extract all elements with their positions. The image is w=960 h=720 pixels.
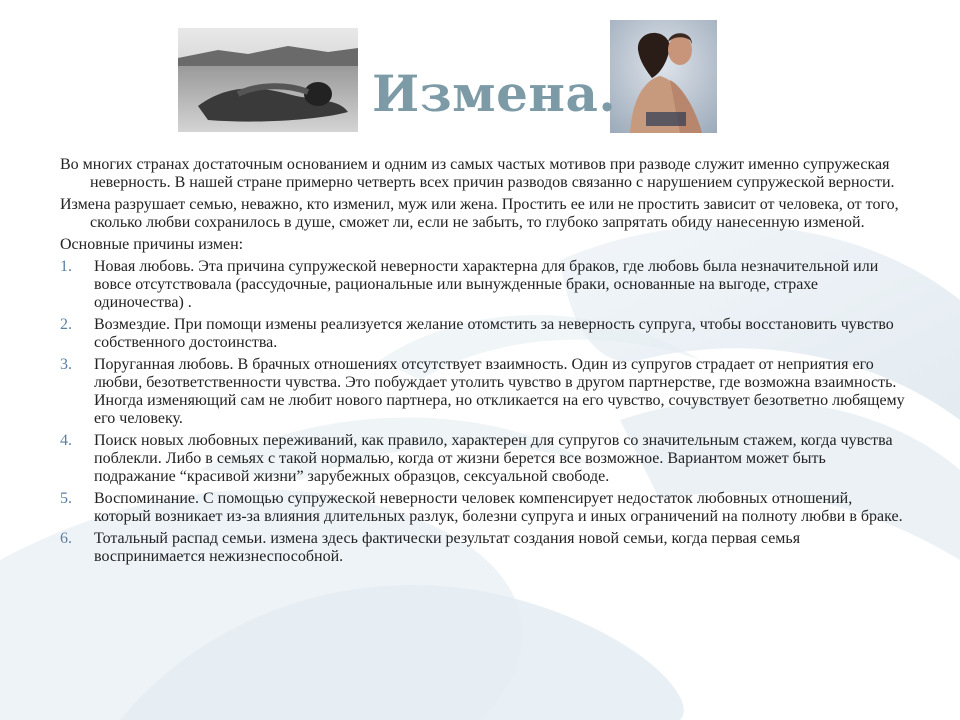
page-title: Измена. [372, 64, 617, 123]
list-item [60, 316, 910, 352]
list-item-text: Возмездие. При помощи измены реализуется желание отомстить за неверность супруга, чтобы восстановить чувство собственного достоинства. [94, 316, 894, 351]
list-item [60, 490, 910, 526]
intro-paragraph: Во многих странах достаточным основанием и одним из самых частых мотивов при разводе служит именно супружеская неверность. В нашей стране примерно четверть всех причин разводов связанно с нарушением супружеской верности. [60, 156, 895, 191]
list-item-number: 6. [60, 530, 72, 547]
list-item-text: Поиск новых любовных переживаний, как правило, характерен для супругов со значительным стажем, когда чувства поблекли. Либо в семьях с такой нормалью, когда от жизни берется все возможное. Вариантом может быть подражание “красивой жизни” зарубежных образцов, сексуальной свободе. [94, 432, 893, 485]
list-item [60, 530, 910, 566]
list-item [60, 432, 910, 486]
list-item-number: 2. [60, 316, 72, 333]
list-item-number: 1. [60, 258, 72, 275]
list-item-number: 3. [60, 356, 72, 373]
embracing-couple-photo [610, 20, 717, 133]
beach-couple-photo [178, 28, 358, 132]
list-item-number: 4. [60, 432, 72, 449]
list-item-text: Тотальный распад семьи. измена здесь фактически результат создания новой семьи, когда первая семья воспринимается нежизнеспособной. [94, 530, 801, 565]
list-item-number: 5. [60, 490, 72, 507]
list-item [60, 356, 910, 428]
list-item [60, 258, 910, 312]
causes-heading: Основные причины измен: [60, 236, 244, 253]
destruction-paragraph: Измена разрушает семью, неважно, кто изменил, муж или жена. Простить ее или не простить зависит от человека, от того, сколько любви сохранилось в душе, сможет ли, если не забыть, то глубоко запрятать обиду нанесенную изменой. [60, 196, 899, 231]
slide-content [60, 156, 910, 570]
list-item-text: Новая любовь. Эта причина супружеской неверности характерна для браков, где любовь была незначительной или вовсе отсутствовала (рассудочные, рациональные или вынужденные браки, основанные на выгоде, страхе одиночества) . [94, 258, 879, 311]
causes-list [60, 258, 910, 566]
list-item-text: Воспоминание. С помощью супружеской неверности человек компенсирует недостаток любовных отношений, который возникает из-за влияния длительных разлук, болезни супруга и иных ограничений на полноту любви в браке. [94, 490, 903, 525]
list-item-text: Поруганная любовь. В брачных отношениях отсутствует взаимность. Один из супругов страдает от неприятия его любви, безответственности чувства. Это побуждает утолить чувство в другом партнерстве, где возможна взаимность. Иногда изменяющий сам не любит нового партнера, но откликается на его чувство, сочувствует безответно любящему его человеку. [94, 356, 905, 427]
